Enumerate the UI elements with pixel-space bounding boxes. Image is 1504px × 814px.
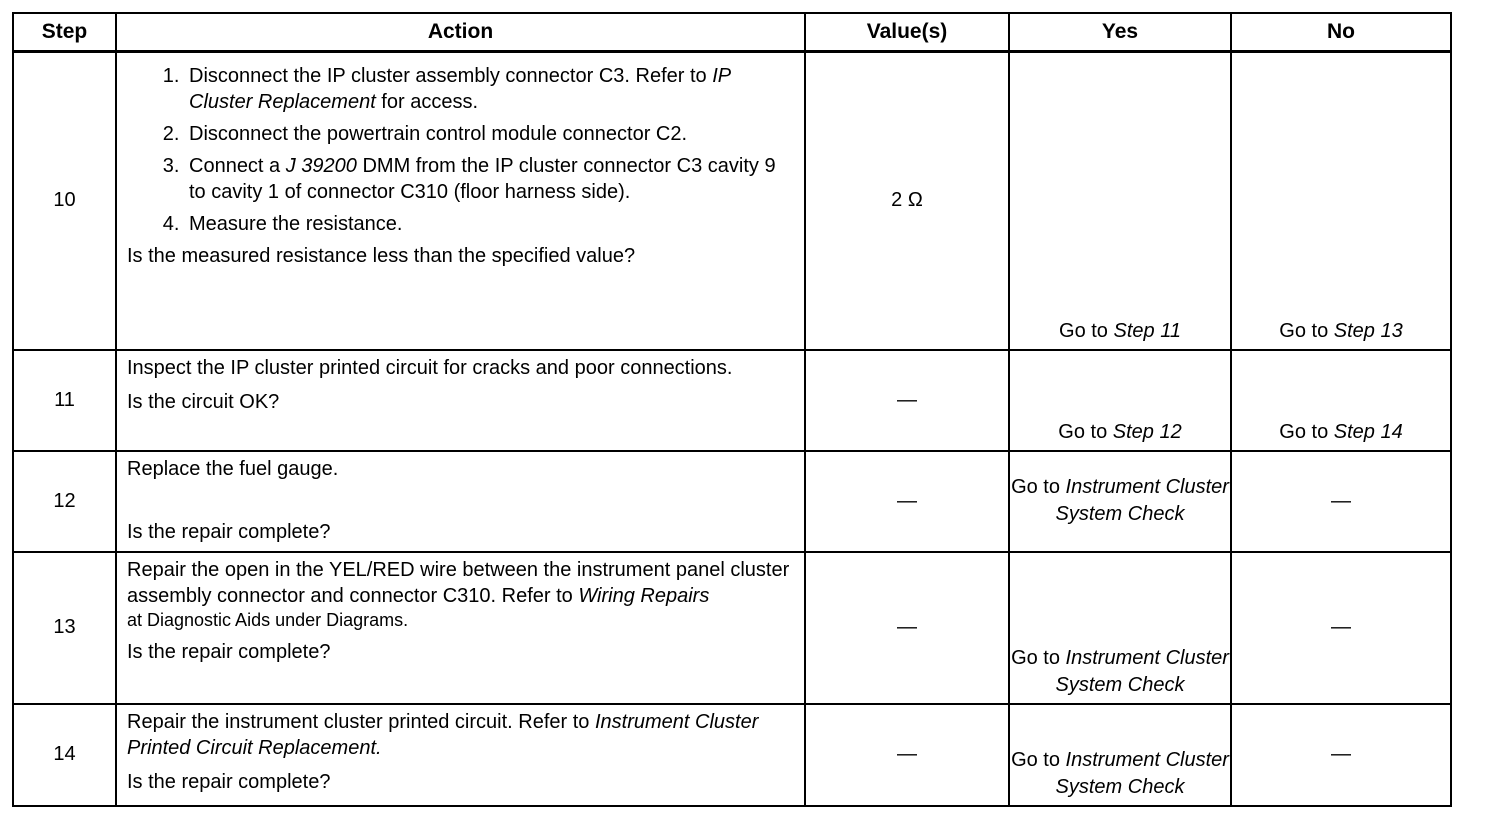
step-number: 13 [13, 552, 116, 704]
action-cell [116, 350, 805, 451]
action-cell [116, 52, 805, 350]
step-number: 11 [13, 350, 116, 451]
header-step: Step [13, 13, 116, 52]
action-question: Is the circuit OK? [127, 390, 280, 413]
yes-cell: Go to Step 11 [1009, 52, 1231, 350]
action-question: Is the repair complete? [127, 640, 331, 663]
action-step: 2. Disconnect the powertrain control module connector C2. [185, 121, 794, 147]
yes-cell: Go to Instrument Cluster System Check [1009, 704, 1231, 806]
no-cell: — [1231, 552, 1451, 704]
action-question: Is the repair complete? [127, 520, 331, 543]
action-text: Inspect the IP cluster printed circuit for cracks and poor connections. [127, 356, 733, 379]
value-cell: 2 Ω [805, 52, 1009, 350]
step-number: 10 [13, 52, 116, 350]
action-step: 4. Measure the resistance. [185, 211, 794, 237]
action-question: Is the measured resistance less than the specified value? [127, 245, 636, 267]
action-step: 3. Connect a J 39200 DMM from the IP cluster connector C3 cavity 9 to cavity 1 of connector C310 (floor harness side). [185, 153, 794, 205]
table-row [13, 451, 1451, 552]
no-cell: Go to Step 14 [1231, 350, 1451, 451]
yes-cell: Go to Instrument Cluster System Check [1009, 552, 1231, 704]
action-cell [116, 451, 805, 552]
action-text-note: at Diagnostic Aids under Diagrams. [127, 609, 409, 630]
table-row [13, 704, 1451, 806]
header-yes: Yes [1009, 13, 1231, 52]
table-row [13, 552, 1451, 704]
diagnostic-table [12, 12, 1452, 807]
action-steps [127, 63, 794, 237]
action-cell [116, 552, 805, 704]
header-row [13, 13, 1451, 52]
yes-cell: Go to Instrument Cluster System Check [1009, 451, 1231, 552]
action-text: Repair the instrument cluster printed circuit. Refer to Instrument Cluster Printed Circuit Replacement. [127, 710, 759, 759]
step-number: 12 [13, 451, 116, 552]
action-question: Is the repair complete? [127, 770, 331, 793]
action-text: Repair the open in the YEL/RED wire between the instrument panel cluster assembly connector and connector C310. Refer to Wiring Repairs [127, 558, 790, 607]
header-no: No [1231, 13, 1451, 52]
no-cell: Go to Step 13 [1231, 52, 1451, 350]
step-number: 14 [13, 704, 116, 806]
header-values: Value(s) [805, 13, 1009, 52]
yes-cell: Go to Step 12 [1009, 350, 1231, 451]
value-cell: — [805, 552, 1009, 704]
no-cell: — [1231, 704, 1451, 806]
action-text: Replace the fuel gauge. [127, 457, 339, 480]
value-cell: — [805, 704, 1009, 806]
value-cell: — [805, 451, 1009, 552]
table-row [13, 52, 1451, 350]
action-step: 1. Disconnect the IP cluster assembly connector C3. Refer to IP Cluster Replacement for access. [185, 63, 794, 115]
no-cell: — [1231, 451, 1451, 552]
action-cell [116, 704, 805, 806]
value-cell: — [805, 350, 1009, 451]
table-row [13, 350, 1451, 451]
header-action: Action [116, 13, 805, 52]
